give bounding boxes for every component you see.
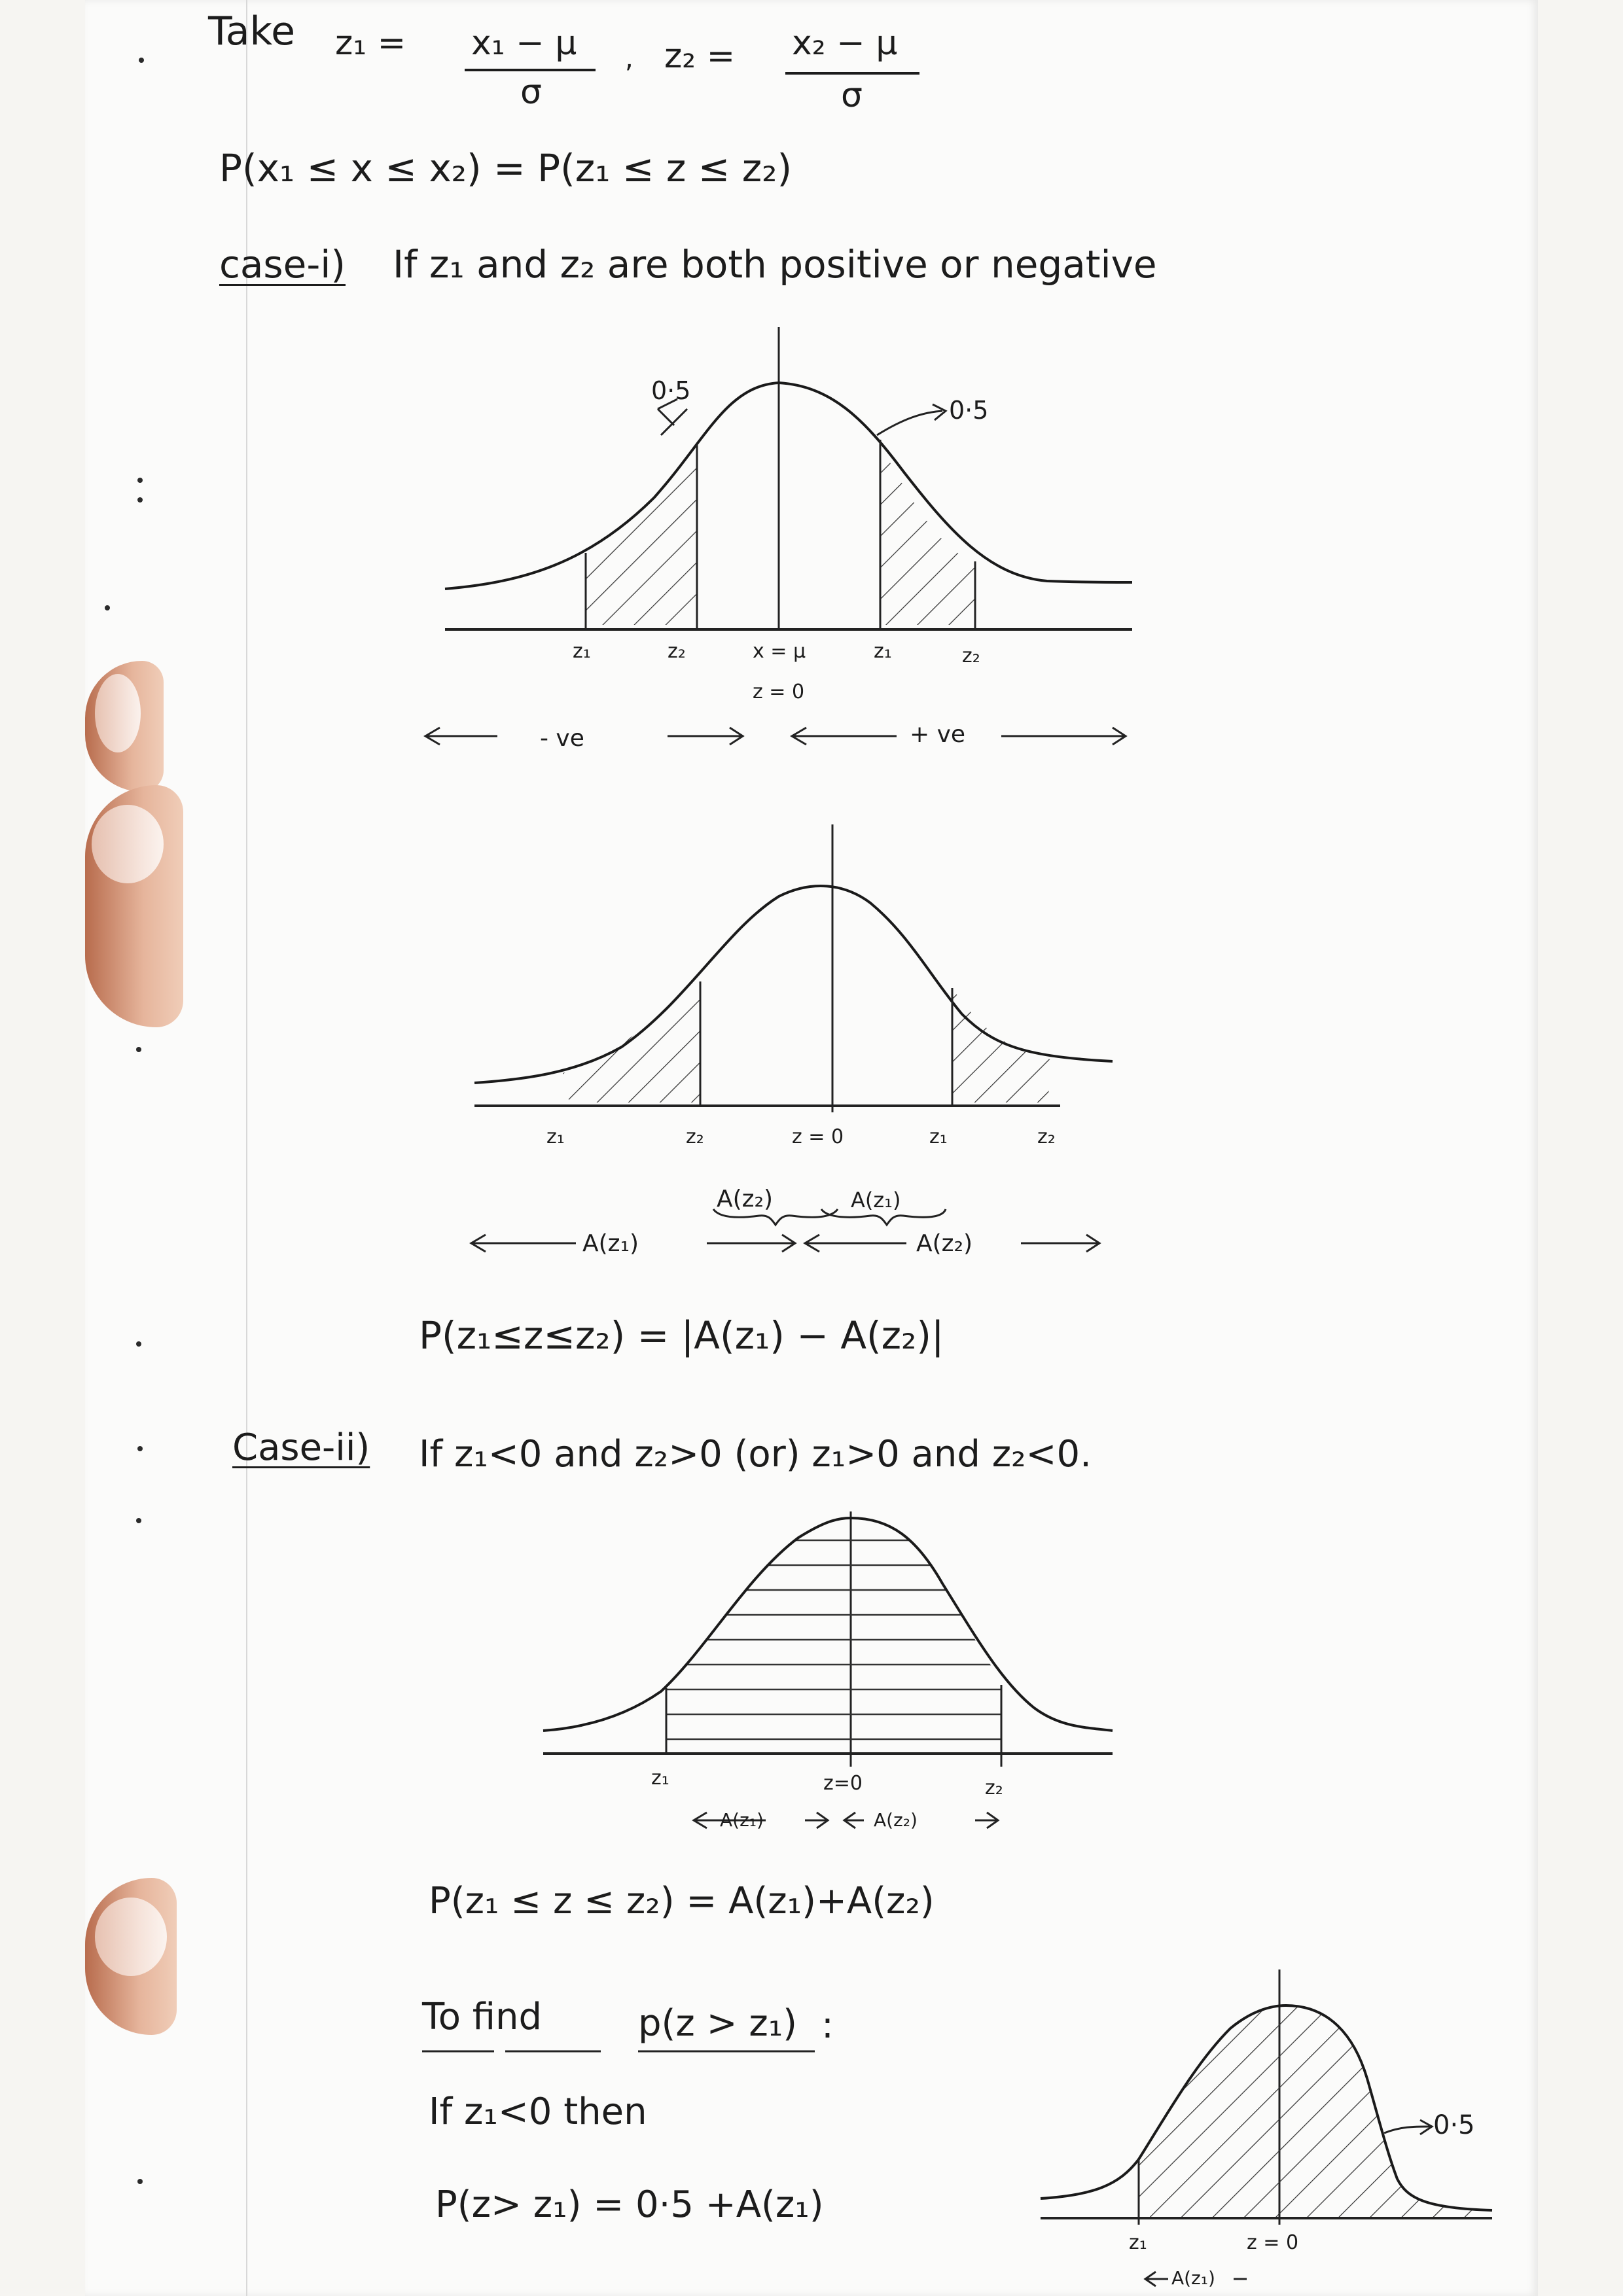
case-one-result: P(z₁≤z≤z₂) = |A(z₁) − A(z₂)|: [419, 1313, 944, 1358]
fig2-brace-left-label: A(z₂): [717, 1186, 774, 1212]
z1-lhs: z₁ =: [335, 24, 406, 63]
fig2-tick-z1-right: z₁: [929, 1125, 948, 1148]
fig4-tick-zero: z = 0: [1247, 2231, 1299, 2254]
case-one-text: If z₁ and z₂ are both positive or negative: [393, 242, 1157, 287]
fig1-positive-label: + ve: [910, 721, 966, 748]
z1-denominator: σ: [520, 73, 542, 112]
fig2-arrow-left-label: A(z₁): [582, 1230, 639, 1257]
fig3-arrow-right-label: A(z₂): [874, 1809, 918, 1831]
case-one-tag: case-i): [219, 242, 346, 287]
z1-numerator: x₁ − μ: [471, 24, 577, 63]
fig1-top-right-label: 0·5: [949, 396, 989, 425]
to-find-colon: :: [821, 2004, 834, 2047]
to-find-expression: p(z > z₁): [638, 2002, 798, 2045]
probability-equation: P(x₁ ≤ x ≤ x₂) = P(z₁ ≤ z ≤ z₂): [219, 146, 793, 190]
fig1-negative-label: - ve: [540, 725, 584, 752]
fig1-tick-z2-left: z₂: [668, 640, 686, 663]
fig4-tick-z1: z₁: [1129, 2231, 1147, 2254]
fig2-arrow-right-label: A(z₂): [916, 1230, 973, 1257]
fig1-tick-z1-left: z₁: [573, 640, 591, 663]
fig2-tick-z1-left: z₁: [546, 1125, 565, 1148]
fig1-tick-z2-right: z₂: [962, 645, 980, 667]
fig2-tick-z2-left: z₂: [686, 1125, 704, 1148]
fig1-curve: [445, 383, 1132, 589]
case-two-result: P(z₁ ≤ z ≤ z₂) = A(z₁)+A(z₂): [429, 1880, 935, 1922]
case-two-text: If z₁<0 and z₂>0 (or) z₁>0 and z₂<0.: [419, 1433, 1092, 1475]
fig1-right-shade: [880, 445, 975, 625]
fig3-tick-zero: z=0: [823, 1772, 863, 1795]
z2-denominator: σ: [841, 76, 863, 115]
fig1-tick-z1-right: z₁: [874, 640, 892, 663]
take-label: Take: [208, 9, 296, 54]
case-two-tag: Case-ii): [232, 1426, 370, 1469]
fig2-tick-zero: z = 0: [792, 1125, 844, 1148]
fig2-brace-right-label: A(z₁): [851, 1188, 901, 1212]
fig1-tick-mu: x = μ: [753, 640, 806, 663]
z2-lhs: z₂ =: [664, 37, 736, 76]
z2-numerator: x₂ − μ: [792, 24, 898, 63]
to-find-label: To find: [422, 1996, 543, 2038]
fig4-arrow-label: A(z₁): [1171, 2267, 1215, 2289]
fig1-left-shade: [586, 445, 697, 625]
fig2-tick-z2-right: z₂: [1037, 1125, 1056, 1148]
tail-result: P(z> z₁) = 0·5 +A(z₁): [435, 2183, 824, 2226]
fig4-side-label: 0·5: [1433, 2110, 1475, 2140]
fig3-tick-z2: z₂: [985, 1776, 1003, 1799]
fig3-shade: [666, 1518, 1001, 1750]
fig2-right-shade: [952, 988, 1054, 1103]
fig1-z-zero: z = 0: [753, 680, 805, 703]
fig3-arrow-left-label: A(z₁): [720, 1809, 764, 1831]
condition-z1-negative: If z₁<0 then: [429, 2091, 647, 2133]
fig2-left-shade: [563, 985, 700, 1103]
fig1-top-left-label: 0·5: [651, 376, 691, 405]
comma: ,: [625, 44, 633, 74]
fig3-tick-z1: z₁: [651, 1767, 669, 1790]
